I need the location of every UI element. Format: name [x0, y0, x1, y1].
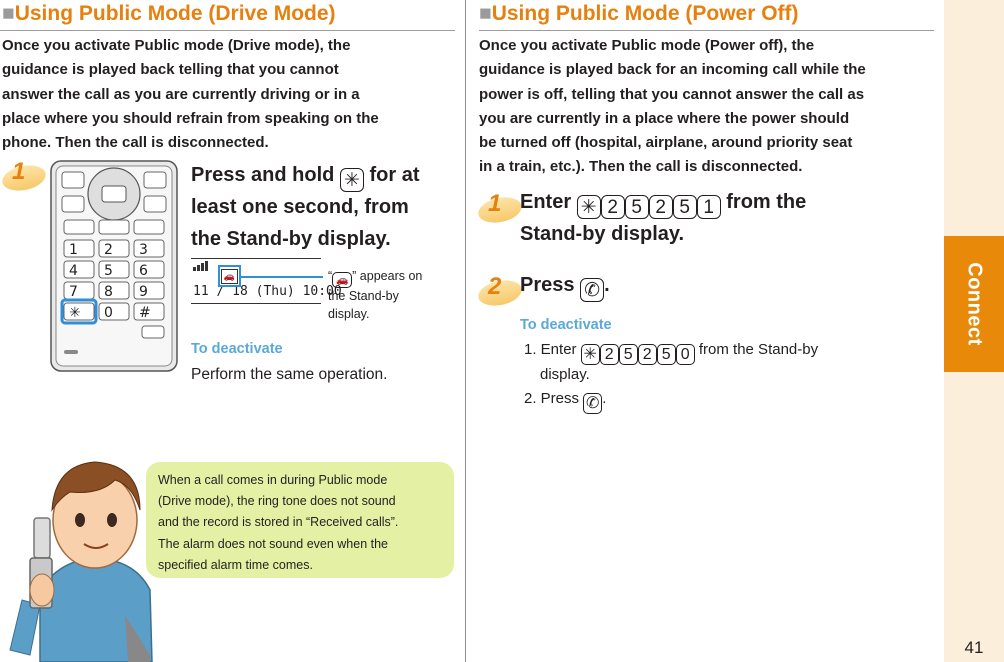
left-title-text: Using Public Mode (Drive Mode)	[14, 2, 336, 25]
chapter-tab	[944, 0, 1004, 662]
standby-clock: 11 / 18 (Thu) 10:00	[193, 284, 342, 299]
svg-text:8: 8	[104, 284, 113, 300]
right-deactivate-heading: To deactivate	[520, 317, 612, 333]
title-square: ■	[479, 2, 492, 25]
svg-text:#: #	[139, 305, 151, 321]
left-intro-line: Once you activate Public mode (Drive mode), the	[2, 37, 351, 54]
drive-mode-icon-highlight	[218, 265, 241, 287]
callout-leader-line	[241, 276, 323, 278]
right-intro-line: power is off, telling that you cannot answer the call as	[479, 85, 865, 103]
svg-text:2: 2	[104, 242, 113, 258]
signal-bars-icon	[192, 260, 210, 272]
right-intro-line: guidance is played back for an incoming call while the	[479, 61, 866, 79]
left-deactivate-heading: To deactivate	[191, 341, 283, 357]
right-intro-line: you are currently in a place where the power should	[479, 109, 850, 127]
asterisk-key-icon: ✳	[340, 168, 364, 192]
digit-key-icon: 2	[600, 344, 619, 365]
digit-key-icon: 5	[625, 195, 649, 219]
column-divider	[465, 0, 466, 662]
svg-text:4: 4	[69, 263, 78, 279]
asterisk-key-icon: ✳	[581, 344, 600, 365]
digit-key-icon: 2	[601, 195, 625, 219]
left-intro-line: guidance is played back telling that you cannot	[2, 61, 339, 79]
digit-key-icon: 0	[676, 344, 695, 365]
right-step-1-badge: 1	[478, 194, 522, 224]
right-intro-line: be turned off (hospital, airplane, around priority seat	[479, 134, 853, 152]
svg-text:9: 9	[139, 284, 148, 300]
right-deactivate-step-1: 1. Enter ✳ 2 5 2 5 0 from the Stand-by	[524, 341, 819, 363]
right-step-2-line: Press ✆ .	[520, 274, 610, 301]
left-title-rule	[0, 30, 455, 31]
right-deactivate-step-2: 2. Press ✆ .	[524, 390, 607, 412]
left-step-1-badge: 1	[2, 162, 46, 192]
call-key-icon: ✆	[580, 278, 604, 302]
right-step-2-badge: 2	[478, 277, 522, 307]
digit-key-icon: 5	[673, 195, 697, 219]
right-step-1-line-1: Enter ✳ 2 5 2 5 1 from the	[520, 191, 807, 218]
call-key-icon: ✆	[583, 393, 602, 414]
asterisk-key-icon: ✳	[577, 195, 601, 219]
left-intro-line: phone. Then the call is disconnected.	[2, 134, 269, 152]
svg-text:7: 7	[69, 284, 78, 300]
tip-text: When a call comes in during Public mode (Drive mode), the ring tone does not sound and the record is stored in “Received calls”. The alarm does not sound even when the specified alarm time comes.	[158, 473, 399, 572]
drive-mode-icon: 🚗	[332, 272, 352, 288]
right-intro-line: in a train, etc.). Then the call is disconnected.	[479, 158, 803, 176]
left-intro-line: place where you should refrain from speaking on the	[2, 109, 379, 127]
svg-text:3: 3	[139, 242, 148, 258]
chapter-tab-label: Connect	[963, 262, 986, 346]
svg-text:1: 1	[69, 242, 78, 258]
left-intro-paragraph	[2, 34, 462, 155]
left-intro-line: answer the call as you are currently driving or in a	[2, 85, 360, 103]
right-intro-paragraph	[479, 34, 939, 180]
left-step-1-line-2: least one second, from	[191, 196, 409, 218]
left-deactivate-text: Perform the same operation.	[191, 366, 388, 383]
digit-key-icon: 5	[619, 344, 638, 365]
person-holding-phone-illustration	[0, 440, 180, 662]
digit-key-icon: 2	[638, 344, 657, 365]
right-section-title	[479, 2, 799, 26]
svg-text:0: 0	[104, 305, 113, 321]
right-deactivate-step-1-cont: display.	[540, 366, 590, 383]
digit-key-icon: 5	[657, 344, 676, 365]
right-step-1-line-2: Stand-by display.	[520, 223, 685, 245]
drive-mode-icon: 🚗	[221, 269, 238, 284]
right-title-rule	[479, 30, 934, 31]
standby-screen-excerpt	[191, 258, 342, 304]
digit-key-icon: 2	[649, 195, 673, 219]
left-section-title	[2, 2, 336, 26]
page-number: 41	[964, 638, 984, 657]
svg-text:6: 6	[139, 263, 148, 279]
phone-keypad-illustration	[50, 160, 178, 372]
svg-text:5: 5	[104, 263, 113, 279]
digit-key-icon: 1	[697, 195, 721, 219]
title-square: ■	[2, 2, 15, 25]
callout-text: “ 🚗 ” appears on the Stand-by display.	[328, 269, 423, 321]
right-title-text: Using Public Mode (Power Off)	[491, 2, 799, 25]
svg-text:✳: ✳	[69, 305, 81, 321]
right-intro-line: Once you activate Public mode (Power off), the	[479, 37, 815, 54]
left-step-1-line-3: the Stand-by display.	[191, 228, 391, 250]
left-step-1-line-1: Press and hold ✳ for at	[191, 164, 420, 191]
